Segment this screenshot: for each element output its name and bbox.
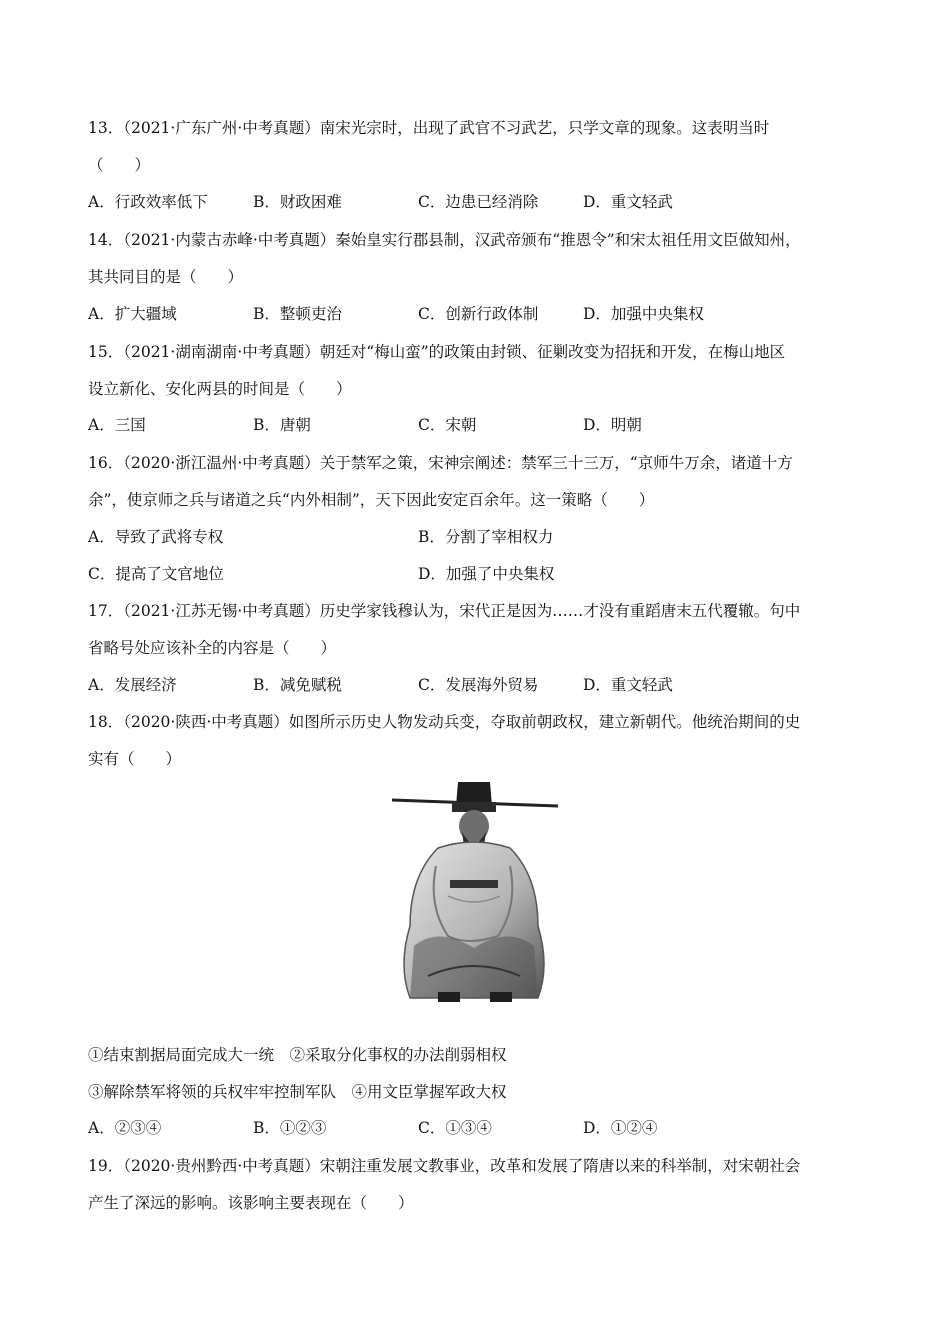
question-16-stem: 16．（2020·浙江温州·中考真题）关于禁军之策，宋神宗阐述：禁军三十三万，“京师牛万余，诸道十方 <box>88 454 793 472</box>
question-18-stem-cont: 实有（ ） <box>88 750 182 768</box>
question-19-stem-cont: 产生了深远的影响。该影响主要表现在（ ） <box>88 1194 414 1212</box>
question-17-option-b: B．减免赋税 <box>253 676 342 694</box>
question-18-statements-2: ③解除禁军将领的兵权牢牢控制军队 ④用文臣掌握军政大权 <box>88 1083 507 1101</box>
question-14-option-c: C．创新行政体制 <box>418 305 539 323</box>
song-emperor-portrait-image <box>388 776 563 1011</box>
question-17-stem: 17．（2021·江苏无锡·中考真题）历史学家钱穆认为，宋代正是因为……才没有重蹈唐末五代覆辙。句中 <box>88 602 801 620</box>
question-19-stem: 19．（2020·贵州黔西·中考真题）宋朝注重发展文教事业，改革和发展了隋唐以来的科举制，对宋朝社会 <box>88 1157 801 1175</box>
question-18-option-d: D．①②④ <box>583 1119 658 1137</box>
question-16-option-b: B．分割了宰相权力 <box>418 528 554 546</box>
question-13-option-a: A．行政效率低下 <box>88 193 208 211</box>
question-15-stem-cont: 设立新化、安化两县的时间是（ ） <box>88 380 352 398</box>
question-17-stem-cont: 省略号处应该补全的内容是（ ） <box>88 639 337 657</box>
question-15-option-c: C．宋朝 <box>418 416 477 434</box>
question-14-stem-cont: 其共同目的是（ ） <box>88 268 244 286</box>
question-17-option-d: D．重文轻武 <box>583 676 673 694</box>
question-17-option-c: C．发展海外贸易 <box>418 676 539 694</box>
question-14-option-a: A．扩大疆域 <box>88 305 177 323</box>
question-17-option-a: A．发展经济 <box>88 676 177 694</box>
question-18-option-c: C．①③④ <box>418 1119 492 1137</box>
seated-emperor-figure <box>388 776 563 1011</box>
question-13-option-c: C．边患已经消除 <box>418 193 539 211</box>
question-16-option-d: D．加强了中央集权 <box>418 565 555 583</box>
question-18-stem: 18．（2020·陕西·中考真题）如图所示历史人物发动兵变，夺取前朝政权，建立新朝代。他统治期间的史 <box>88 713 801 731</box>
question-15-option-b: B．唐朝 <box>253 416 311 434</box>
question-14-option-d: D．加强中央集权 <box>583 305 704 323</box>
question-13-stem: 13．（2021·广东广州·中考真题）南宋光宗时，出现了武官不习武艺，只学文章的现象。这表明当时 <box>88 119 770 137</box>
question-13-bracket: （ ） <box>88 156 151 174</box>
question-14-option-b: B．整顿吏治 <box>253 305 342 323</box>
question-13-option-b: B．财政困难 <box>253 193 342 211</box>
question-14-stem: 14．（2021·内蒙古赤峰·中考真题）秦始皇实行郡县制，汉武帝颁布“推恩令”和宋太祖任用文臣做知州， <box>88 231 801 249</box>
question-18-option-a: A．②③④ <box>88 1119 162 1137</box>
question-16-stem-cont: 余”，使京师之兵与诸道之兵“内外相制”，天下因此安定百余年。这一策略（ ） <box>88 491 655 509</box>
question-15-stem: 15．（2021·湖南湖南·中考真题）朝廷对“梅山蛮”的政策由封锁、征剿改变为招抚和开发，在梅山地区 <box>88 343 786 361</box>
question-15-option-a: A．三国 <box>88 416 146 434</box>
question-15-option-d: D．明朝 <box>583 416 642 434</box>
question-18-statements-1: ①结束割据局面完成大一统 ②采取分化事权的办法削弱相权 <box>88 1046 507 1064</box>
question-18-option-b: B．①②③ <box>253 1119 327 1137</box>
question-16-option-c: C．提高了文官地位 <box>88 565 224 583</box>
question-13-option-d: D．重文轻武 <box>583 193 673 211</box>
question-16-option-a: A．导致了武将专权 <box>88 528 224 546</box>
